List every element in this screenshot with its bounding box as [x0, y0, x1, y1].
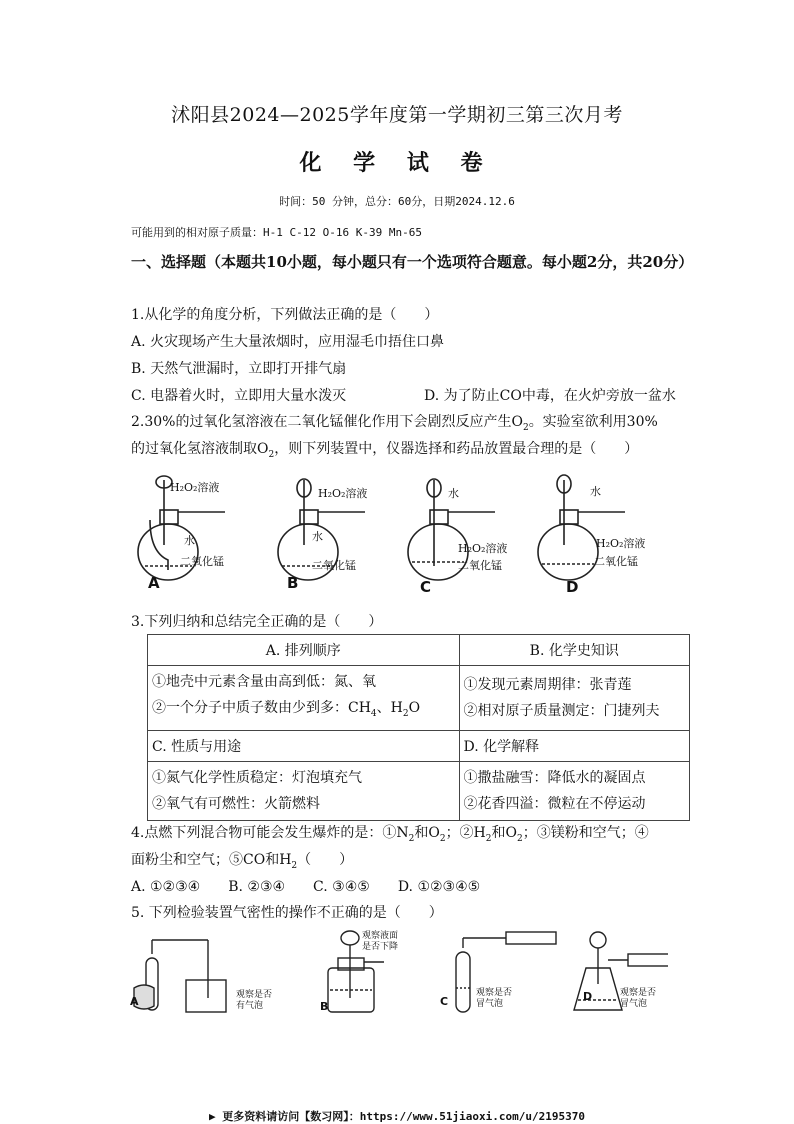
label-b-water: 水 [312, 530, 323, 543]
q5-c-note2: 冒气泡 [476, 999, 504, 1009]
leak-test-c [456, 932, 556, 1012]
q5-a-note2: 有气泡 [236, 1001, 264, 1011]
label-d-water: 水 [590, 485, 601, 498]
label-c-h2o2: H₂O₂溶液 [458, 542, 508, 555]
q5-stem: 5. 下列检验装置气密性的操作不正确的是（ ） [131, 905, 443, 921]
exam-title: 沭阳县2024—2025学年度第一学期初三第三次月考 [171, 104, 623, 126]
q5-label-d: D [583, 990, 593, 1003]
table-cell-c: ①氮气化学性质稳定：灯泡填充气 ②氧气有可燃性：火箭燃料 [148, 761, 460, 820]
label-d-h2o2: H₂O₂溶液 [596, 537, 646, 550]
label-b-mno2: 二氧化锰 [312, 559, 356, 572]
q5-d-note2: 冒气泡 [620, 999, 648, 1009]
table-head-a: A. 排列顺序 [148, 635, 460, 666]
q5-c-note1: 观察是否 [476, 988, 513, 998]
label-c-mno2: 二氧化锰 [458, 559, 502, 572]
exam-subject: 化 学 试 卷 [299, 150, 495, 176]
q3-table [147, 634, 690, 821]
q3-stem: 3.下列归纳和总结完全正确的是（ ） [131, 614, 383, 630]
q4-stem-line2: 面粉尘和空气；⑤CO和$H_2$（ ） [131, 852, 354, 871]
label-option-d: D [566, 578, 579, 596]
q2-stem-line2: 的过氧化氢溶液制取$O_2$，则下列装置中，仪器选择和药品放置最合理的是（ ） [131, 441, 639, 460]
label-c-water: 水 [448, 487, 459, 500]
label-a-h2o2: H₂O₂溶液 [170, 481, 220, 494]
table-head-d: D. 化学解释 [459, 730, 689, 761]
table-cell-a: ①地壳中元素含量由高到低：氮、氧 ②一个分子中质子数由少到多：$CH_4$、$H_2O$ [148, 666, 460, 731]
table-cell-d: ①撒盐融雪：降低水的凝固点 ②花香四溢：微粒在不停运动 [459, 761, 689, 820]
label-option-a: A [148, 574, 160, 592]
label-option-b: B [287, 574, 299, 592]
table-cell-b: ①发现元素周期律：张青莲 ②相对原子质量测定：门捷列夫 [459, 666, 689, 731]
table-head-c: C. 性质与用途 [148, 730, 460, 761]
q1-option-b: B. 天然气泄漏时，立即打开排气扇 [131, 361, 347, 377]
q5-b-note2: 是否下降 [362, 942, 399, 952]
label-b-h2o2: H₂O₂溶液 [318, 487, 368, 500]
q5-d-note1: 观察是否 [620, 988, 657, 998]
q5-a-note1: 观察是否 [236, 990, 273, 1000]
q4-options: A. ①②③④ B. ②③④ C. ③④⑤ D. ①②③④⑤ [131, 879, 481, 895]
footer-link[interactable]: ▶ 更多资料请访问【数习网】：https://www.51jiaoxi.com/u/2195370 [209, 1110, 585, 1123]
q2-stem-line1: 2.30%的过氧化氢溶液在二氧化锰催化作用下会剧烈反应产生$O_2$。实验室欲利用30% [131, 414, 658, 433]
atomic-masses: 可能用到的相对原子质量：H-1 C-12 O-16 K-39 Mn-65 [131, 226, 422, 239]
section-heading: 一、选择题（本题共10小题，每小题只有一个选项符合题意。每小题2分，共20分） [131, 253, 694, 271]
q4-stem-line1: 4.点燃下列混合物可能会发生爆炸的是：$①N_2$和$O_2$；$②H_2$和$O_2$；③镁粉和空气；④ [131, 825, 649, 844]
q1-option-c: C. 电器着火时，立即用大量水泼灭 [131, 388, 347, 404]
label-a-mno2: 二氧化锰 [180, 555, 224, 568]
exam-meta: 时间：50 分钟，总分：60分，日期2024.12.6 [279, 195, 515, 208]
table-head-b: B. 化学史知识 [459, 635, 689, 666]
q5-label-b: B [320, 1000, 329, 1013]
q1-stem: 1.从化学的角度分析，下列做法正确的是（ ） [131, 307, 439, 323]
label-d-mno2: 二氧化锰 [594, 555, 638, 568]
q5-label-a: A [130, 995, 139, 1008]
label-option-c: C [420, 578, 432, 596]
q1-option-d: D. 为了防止CO中毒，在火炉旁放一盆水 [424, 388, 676, 404]
q1-option-a: A. 火灾现场产生大量浓烟时，应用湿毛巾捂住口鼻 [131, 334, 445, 350]
q5-label-c: C [440, 995, 449, 1008]
label-a-water: 水 [184, 534, 195, 547]
q5-b-note1: 观察液面 [362, 931, 399, 941]
leak-test-a [134, 940, 226, 1012]
